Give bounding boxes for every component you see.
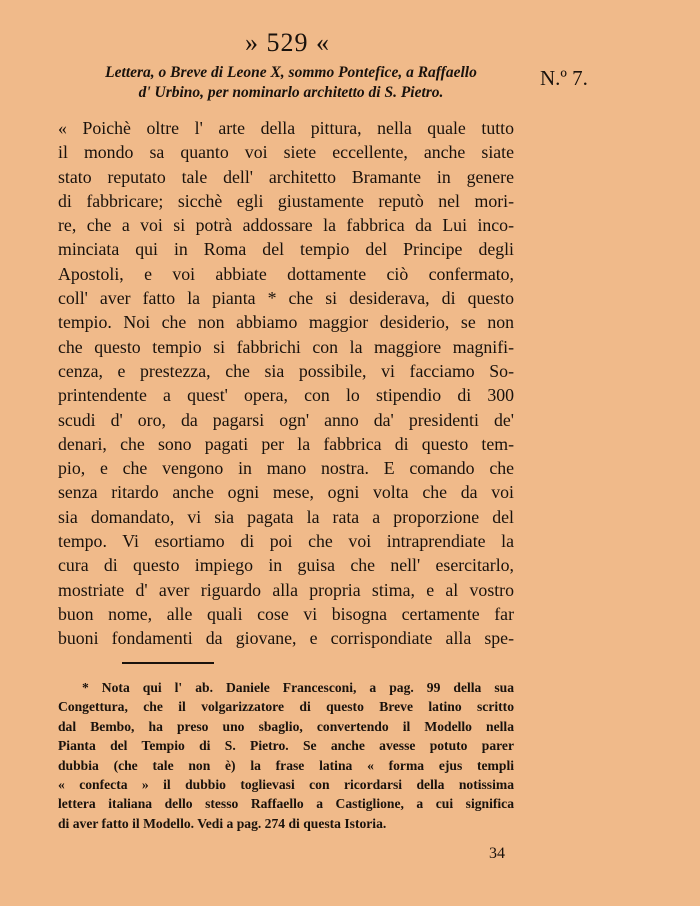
body-line: re, che a voi si potrà addossare la fabbrica da Lui inco- xyxy=(58,215,514,236)
body-line: senza ritardo anche ogni mese, ogni volta che da voi xyxy=(58,482,514,503)
footnote-line: dal Bembo, ha preso uno sbaglio, convertendo il Modello nella xyxy=(58,718,514,734)
body-line: buoni fondamenti da giovane, e corrispondiate alla spe- xyxy=(58,628,514,649)
body-line: di fabbricare; sicchè egli giustamente reputò nel mori- xyxy=(58,190,514,211)
body-line: coll' aver fatto la pianta * che si desiderava, di questo xyxy=(58,288,514,309)
letter-title xyxy=(60,63,522,103)
footnote-line: « confecta » il dubbio toglievasi con ricordarsi della notissima xyxy=(58,777,514,793)
body-line: sia domandato, vi sia pagata la rata a proporzione del xyxy=(58,506,514,527)
body-line: stato reputato tale dell' architetto Bramante in genere xyxy=(58,166,514,187)
body-line: « Poichè oltre l' arte della pittura, nella quale tutto xyxy=(58,118,514,138)
body-line: scudi d' oro, da pagarsi ogn' anno da' presidenti de' xyxy=(58,409,514,430)
body-line: cura di questo impiego in guisa che nell' esercitarlo, xyxy=(58,555,514,576)
footnote-line: * Nota qui l' ab. Daniele Francesconi, a pag. 99 della sua xyxy=(82,680,514,695)
body-line: buon nome, alle quali cose vi bisogna certamente far xyxy=(58,603,514,624)
body-line: pio, e che vengono in mano nostra. E comando che xyxy=(58,458,514,479)
footnote-divider xyxy=(122,662,214,664)
body-line: tempo. Vi esortiamo di poi che voi intraprendiate la xyxy=(58,531,514,552)
letter-body xyxy=(58,116,514,651)
signature-mark: 34 xyxy=(489,845,505,862)
body-line: Apostoli, e voi abbiate dottamente ciò confermato, xyxy=(58,263,514,284)
body-line: mostriate d' aver riguardo alla propria stima, e al vostro xyxy=(58,579,514,600)
document-number: N.º 7. xyxy=(540,66,588,90)
body-line: tempio. Noi che non abbiamo maggior desiderio, se non xyxy=(58,312,514,333)
footnote-line: di aver fatto il Modello. Vedi a pag. 274 di questa Istoria. xyxy=(58,815,387,831)
body-line: minciata qui in Roma del tempio del Principe degli xyxy=(58,239,514,260)
body-line: il mondo sa quanto voi siete eccellente, anche siate xyxy=(58,142,514,163)
footnote-line: Pianta del Tempio di S. Pietro. Se anche avesse potuto parer xyxy=(58,738,514,754)
body-line: che questo tempio si fabbrichi con la maggiore magnifi- xyxy=(58,336,514,357)
title-line: Lettera, o Breve di Leone X, sommo Pontefice, a Raffaello xyxy=(105,64,477,81)
footnote-line: dubbia (che tale non è) la frase latina « forma ejus templi xyxy=(58,757,514,773)
title-line: d' Urbino, per nominarlo architetto di S. Pietro. xyxy=(138,84,444,101)
body-line: denari, che sono pagati per la fabbrica di questo tem- xyxy=(58,433,514,454)
footnote-line: Congettura, che il volgarizzatore di questo Breve latino scritto xyxy=(58,699,514,715)
body-line: cenza, e prestezza, che sia possibile, vi facciamo So- xyxy=(58,360,514,381)
footnote-line: lettera italiana dello stesso Raffaello a Castiglione, a cui significa xyxy=(58,796,514,812)
body-line: printendente a quest' opera, con lo stipendio di 300 xyxy=(58,385,514,406)
page-number: » 529 « xyxy=(245,28,330,57)
footnote xyxy=(58,678,514,833)
